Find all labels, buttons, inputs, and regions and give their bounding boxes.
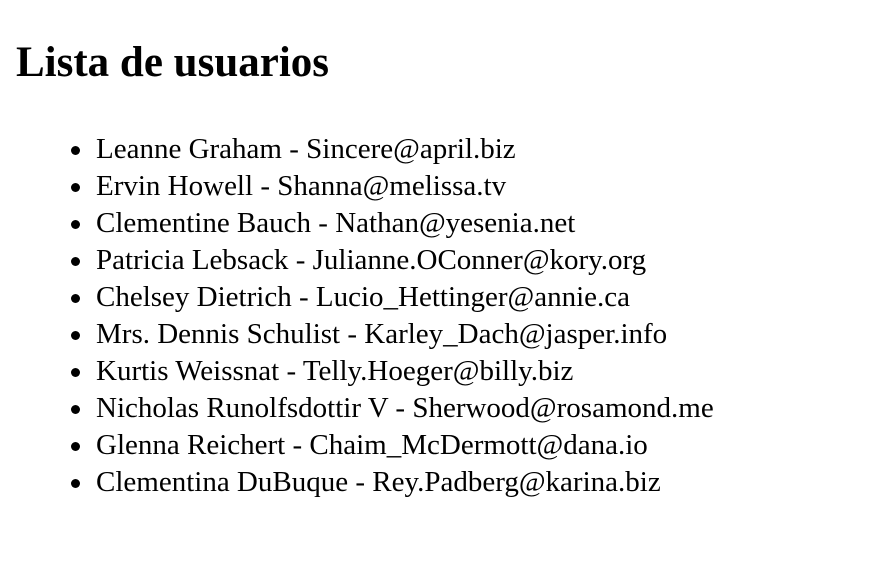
user-name: Kurtis Weissnat — [96, 355, 280, 387]
separator: - — [311, 207, 336, 239]
bullet-icon — [71, 294, 80, 303]
user-name: Chelsey Dietrich — [96, 281, 292, 313]
user-name: Glenna Reichert — [96, 429, 286, 461]
user-list-item — [96, 131, 714, 168]
bullet-icon — [71, 146, 80, 155]
user-email: Sherwood@rosamond.me — [412, 392, 714, 424]
user-list-item — [96, 353, 714, 390]
bullet-icon — [71, 368, 80, 377]
bullet-icon — [71, 220, 80, 229]
user-email: Julianne.OConner@kory.org — [312, 244, 647, 276]
user-name: Leanne Graham — [96, 133, 282, 165]
user-email: Shanna@melissa.tv — [277, 170, 507, 202]
separator: - — [388, 392, 413, 424]
user-name: Clementina DuBuque — [96, 466, 349, 498]
bullet-icon — [71, 442, 80, 451]
user-list-item — [96, 168, 714, 205]
bullet-icon — [71, 479, 80, 488]
user-name: Mrs. Dennis Schulist — [96, 318, 341, 350]
bullet-icon — [71, 331, 80, 340]
separator: - — [285, 429, 310, 461]
separator: - — [288, 244, 313, 276]
user-list-item — [96, 205, 714, 242]
bullet-icon — [71, 405, 80, 414]
user-email: Rey.Padberg@karina.biz — [372, 466, 661, 498]
user-email: Karley_Dach@jasper.info — [364, 318, 668, 350]
separator: - — [291, 281, 316, 313]
bullet-icon — [71, 257, 80, 266]
user-name: Clementine Bauch — [96, 207, 312, 239]
page-title: Lista de usuarios — [16, 39, 330, 86]
bullet-icon — [71, 183, 80, 192]
separator: - — [340, 318, 365, 350]
user-name: Patricia Lebsack — [96, 244, 289, 276]
user-list — [96, 131, 714, 501]
user-email: Telly.Hoeger@billy.biz — [302, 355, 574, 387]
user-list-item — [96, 390, 714, 427]
user-name: Ervin Howell — [96, 170, 254, 202]
user-email: Sincere@april.biz — [306, 133, 516, 165]
user-email: Chaim_McDermott@dana.io — [309, 429, 648, 461]
user-list-item — [96, 316, 714, 353]
separator: - — [281, 133, 307, 165]
user-list-item — [96, 242, 714, 279]
user-list-item — [96, 464, 714, 501]
user-email: Nathan@yesenia.net — [335, 207, 576, 239]
user-list-item — [96, 427, 714, 464]
user-list-item — [96, 279, 714, 316]
user-name: Nicholas Runolfsdottir V — [96, 392, 389, 424]
separator: - — [348, 466, 373, 498]
user-email: Lucio_Hettinger@annie.ca — [315, 281, 631, 313]
separator: - — [253, 170, 278, 202]
separator: - — [279, 355, 303, 387]
